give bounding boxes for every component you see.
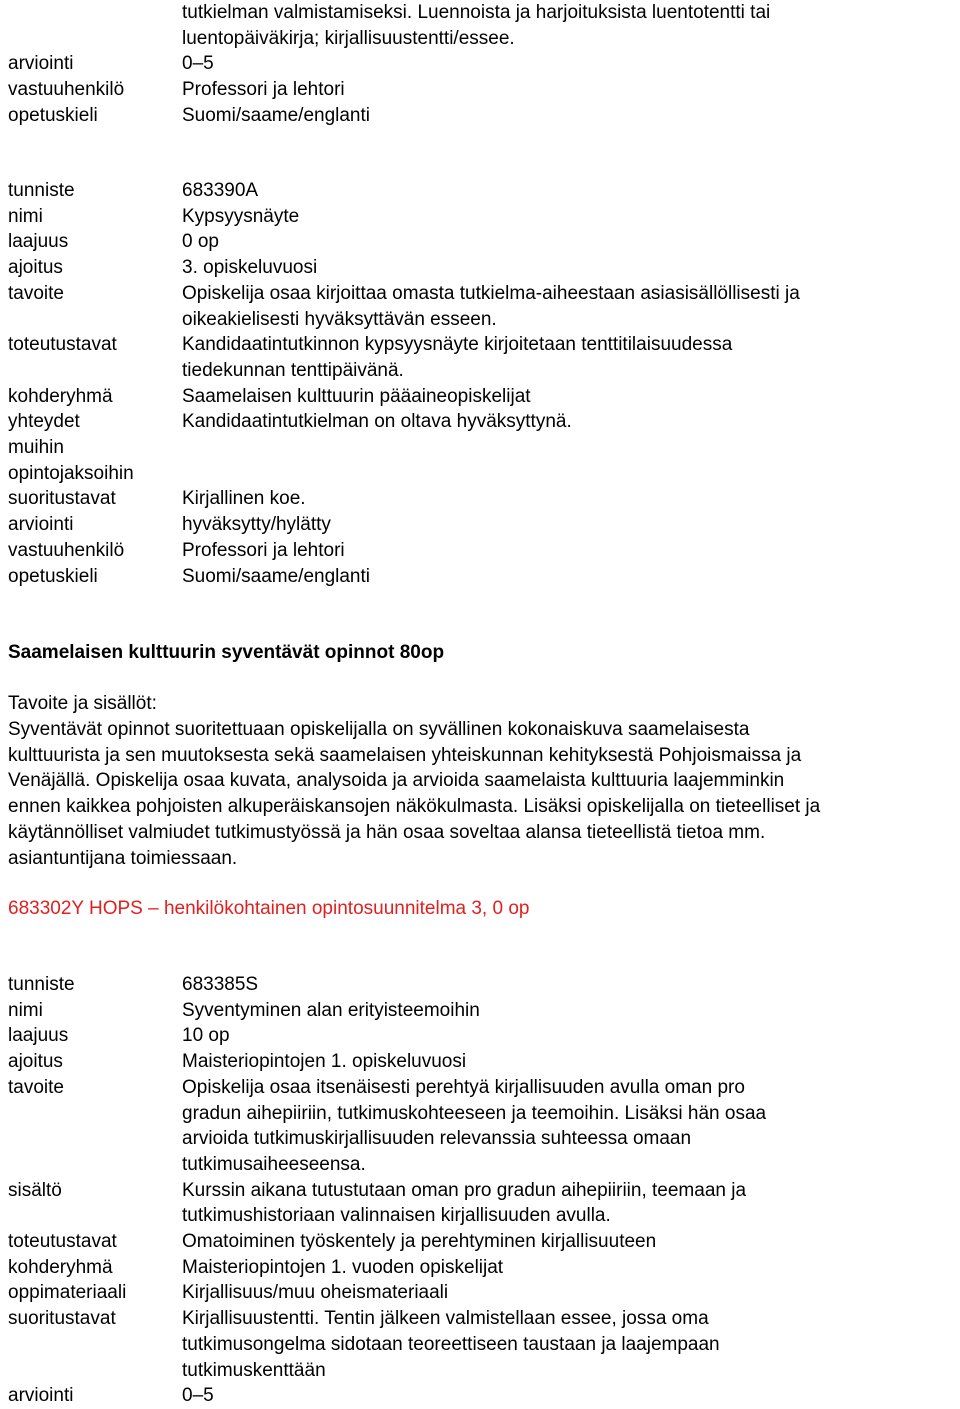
detail-row: [8, 1280, 958, 1306]
detail-label: laajuus: [8, 231, 69, 253]
detail-value: Suomi/saame/englanti: [182, 565, 370, 587]
detail-value: Syventyminen alan erityisteemoihin: [182, 999, 480, 1021]
detail-label: tunniste: [8, 180, 75, 201]
detail-label: opetuskieli: [8, 565, 98, 587]
detail-row: [8, 1023, 958, 1049]
detail-value: Kirjallisuustentti. Tentin jälkeen valmistellaan essee, jossa oma tutkimusongelma sidotaan teoreettiseen taustaan ja laajempaan tutkimuskenttään: [182, 1308, 720, 1381]
detail-label: yhteydet muihin opintojaksoihin: [8, 411, 134, 484]
detail-value: Maisteriopintojen 1. opiskeluvuosi: [182, 1051, 467, 1073]
detail-label: opetuskieli: [8, 104, 98, 126]
detail-row: [8, 0, 958, 51]
detail-row: [8, 178, 958, 204]
detail-row: [8, 972, 958, 998]
detail-value: Saamelaisen kulttuurin pääaineopiskelijat: [182, 385, 531, 407]
detail-value: Kandidaatintutkielman on oltava hyväksyttynä.: [182, 411, 572, 433]
detail-label: sisältö: [8, 1179, 62, 1201]
detail-label: vastuuhenkilö: [8, 539, 125, 561]
course-details-block-2: [8, 178, 958, 589]
detail-value: tutkielman valmistamiseksi. Luennoista ja harjoituksista luentotentti tai luentopäiväkirja; kirjallisuustentti/essee.: [182, 2, 771, 49]
detail-label: nimi: [8, 205, 43, 227]
detail-value: Suomi/saame/englanti: [182, 104, 370, 126]
detail-value: 683390A: [182, 180, 259, 201]
detail-label: nimi: [8, 999, 43, 1021]
detail-label: kohderyhmä: [8, 385, 113, 407]
section-subheading: Tavoite ja sisällöt:: [8, 693, 157, 714]
detail-row: [8, 1255, 958, 1281]
detail-value: 10 op: [182, 1025, 230, 1047]
detail-row: [8, 332, 958, 383]
detail-value: Professori ja lehtori: [182, 539, 345, 561]
detail-value: Omatoiminen työskentely ja perehtyminen kirjallisuuteen: [182, 1231, 657, 1253]
detail-label: arviointi: [8, 514, 74, 536]
detail-row: [8, 1049, 958, 1075]
detail-label: vastuuhenkilö: [8, 79, 125, 101]
detail-row: [8, 1306, 958, 1383]
detail-row: [8, 204, 958, 230]
detail-row: [8, 538, 958, 564]
detail-row: [8, 409, 958, 486]
detail-row: [8, 1075, 958, 1178]
detail-label: ajoitus: [8, 1051, 63, 1073]
detail-label: laajuus: [8, 1025, 69, 1047]
detail-row: [8, 51, 958, 77]
detail-row: [8, 77, 958, 103]
detail-label: tavoite: [8, 1076, 64, 1098]
detail-value: 3. opiskeluvuosi: [182, 257, 318, 279]
section-heading: Saamelaisen kulttuurin syventävät opinnot 80op: [8, 642, 445, 663]
detail-label: [8, 0, 182, 51]
detail-label: ajoitus: [8, 257, 63, 279]
detail-row: [8, 281, 958, 332]
detail-label: tavoite: [8, 282, 64, 304]
detail-row: [8, 229, 958, 255]
detail-label: toteutustavat: [8, 334, 117, 356]
detail-label: tunniste: [8, 974, 75, 995]
detail-row: [8, 103, 958, 129]
section-paragraph: Syventävät opinnot suoritettuaan opiskelijalla on syvällinen kokonaiskuva saamelaisesta kulttuurista ja sen muutoksesta sekä saamelaisen yhteiskunnan kehityksestä Pohjoismaissa ja Venäjällä. Opiskelija osaa kuvata, analysoida ja arvioida saamelaista kulttuuria laajemminkin ennen kaikkea pohjoisten alkuperäiskansojen näkökulmasta. Lisäksi opiskelijalla on tieteelliset ja käytännölliset valmiudet tutkimustyössä ja hän osaa soveltaa alansa tieteellistä tietoa mm. asiantuntijana toimiessaan.: [8, 719, 821, 869]
detail-value: Maisteriopintojen 1. vuoden opiskelijat: [182, 1256, 504, 1278]
detail-value: 0–5: [182, 1385, 214, 1407]
detail-row: [8, 1383, 958, 1409]
detail-value: Kirjallisuus/muu oheismateriaali: [182, 1282, 449, 1304]
detail-value: Professori ja lehtori: [182, 79, 345, 101]
detail-row: [8, 998, 958, 1024]
detail-row: [8, 1178, 958, 1229]
detail-label: kohderyhmä: [8, 1256, 113, 1278]
detail-row: [8, 564, 958, 590]
detail-row: [8, 1229, 958, 1255]
detail-value: 0–5: [182, 53, 214, 75]
detail-value: Opiskelija osaa itsenäisesti perehtyä kirjallisuuden avulla oman pro gradun aihepiiriin, tutkimuskohteeseen ja teemoihin. Lisäksi hän osaa arvioida tutkimuskirjallisuuden relevanssia suhteessa omaan tutkimusaiheeseensa.: [182, 1076, 767, 1175]
detail-value: Opiskelija osaa kirjoittaa omasta tutkielma-aiheestaan asiasisällöllisesti ja oikeakielisesti hyväksyttävän esseen.: [182, 282, 800, 330]
detail-label: arviointi: [8, 53, 74, 75]
detail-label: toteutustavat: [8, 1231, 117, 1253]
detail-label: arviointi: [8, 1385, 74, 1407]
detail-value: Kandidaatintutkinnon kypsyysnäyte kirjoitetaan tenttitilaisuudessa tiedekunnan tenttipäivänä.: [182, 334, 733, 381]
detail-value: Kirjallinen koe.: [182, 488, 306, 510]
detail-row: [8, 512, 958, 538]
detail-value: hyväksytty/hylätty: [182, 514, 331, 536]
course-details-block-1: [8, 0, 958, 129]
detail-row: [8, 384, 958, 410]
detail-label: suoritustavat: [8, 1308, 116, 1330]
detail-label: suoritustavat: [8, 488, 116, 510]
detail-label: oppimateriaali: [8, 1282, 127, 1304]
course-details-block-3: [8, 972, 958, 1409]
detail-value: 0 op: [182, 231, 219, 253]
detail-row: [8, 255, 958, 281]
detail-value: Kypsyysnäyte: [182, 205, 300, 227]
course-link[interactable]: 683302Y HOPS – henkilökohtainen opintosuunnitelma 3, 0 op: [8, 898, 530, 919]
detail-value: 683385S: [182, 974, 259, 995]
detail-value: Kurssin aikana tutustutaan oman pro gradun aihepiiriin, teemaan ja tutkimushistoriaan valinnaisen kirjallisuuden avulla.: [182, 1179, 747, 1227]
detail-row: [8, 486, 958, 512]
